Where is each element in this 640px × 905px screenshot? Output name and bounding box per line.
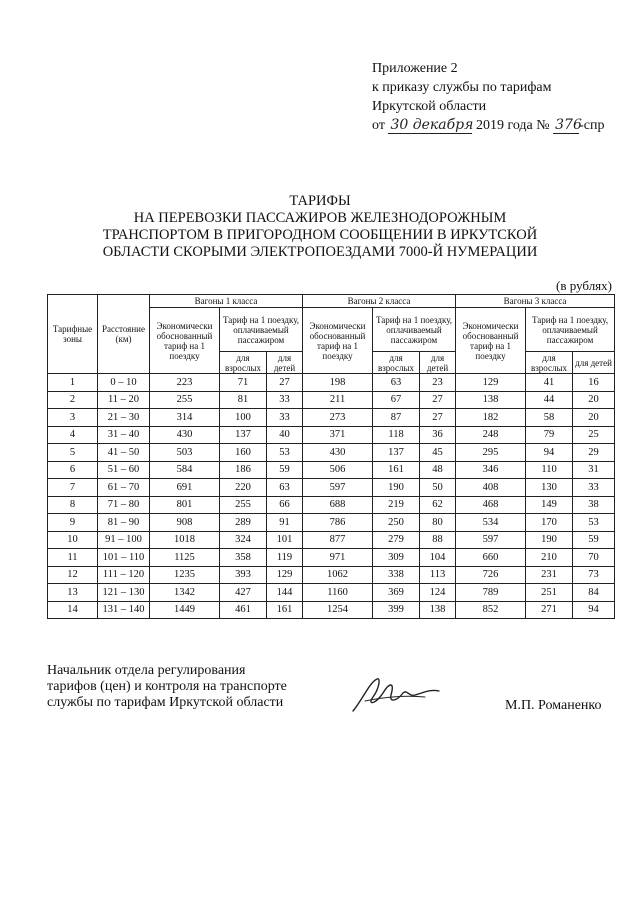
cell-value: 393 [220,566,267,584]
cell-value: 1235 [150,566,220,584]
position-line: службы по тарифам Иркутской области [47,695,284,710]
cell-distance: 71 – 80 [98,496,150,514]
table-row [48,549,615,567]
cell-zone: 11 [48,549,98,567]
cell-value: 503 [150,444,220,462]
cell-value: 29 [573,444,615,462]
cell-value: 87 [373,409,420,427]
cell-value: 789 [456,584,526,602]
cell-value: 248 [456,426,526,444]
cell-value: 94 [573,601,615,619]
header-class-1: Вагоны 1 класса [150,295,303,308]
cell-value: 20 [573,391,615,409]
currency-unit-note: (в рублях) [556,278,612,293]
position-line: Начальник отдела регулирования [47,663,246,678]
cell-value: 48 [420,461,456,479]
cell-value: 688 [303,496,373,514]
cell-value: 27 [420,409,456,427]
header-paid-tariff: Тариф на 1 поездку, оплачиваемый пассажиром [220,308,303,352]
cell-distance: 101 – 110 [98,549,150,567]
cell-zone: 10 [48,531,98,549]
cell-zone: 5 [48,444,98,462]
cell-value: 27 [420,391,456,409]
cell-value: 408 [456,479,526,497]
cell-value: 186 [220,461,267,479]
cell-value: 369 [373,584,420,602]
cell-value: 358 [220,549,267,567]
number-suffix: -спр [579,118,605,133]
cell-value: 59 [267,461,303,479]
cell-value: 41 [526,374,573,392]
cell-distance: 41 – 50 [98,444,150,462]
cell-value: 91 [267,514,303,532]
cell-value: 66 [267,496,303,514]
header-adult: для взрослых [220,352,267,374]
handwritten-date: 30 декабря [390,117,474,133]
date-prefix: от [372,118,385,133]
appendix-line: Приложение 2 [372,61,458,76]
cell-value: 534 [456,514,526,532]
signatory-name: М.П. Романенко [505,698,602,713]
cell-value: 1449 [150,601,220,619]
cell-value: 20 [573,409,615,427]
cell-value: 88 [420,531,456,549]
header-adult: для взрослых [373,352,420,374]
cell-value: 63 [267,479,303,497]
header-child: для детей [267,352,303,374]
cell-value: 190 [373,479,420,497]
cell-value: 160 [220,444,267,462]
cell-value: 27 [267,374,303,392]
appendix-header [372,59,605,135]
cell-distance: 11 – 20 [98,391,150,409]
cell-value: 271 [526,601,573,619]
table-row [48,444,615,462]
header-adult: для взрослых [526,352,573,374]
cell-zone: 6 [48,461,98,479]
cell-zone: 7 [48,479,98,497]
cell-value: 220 [220,479,267,497]
cell-value: 53 [573,514,615,532]
table-row [48,461,615,479]
cell-value: 44 [526,391,573,409]
title-line: НА ПЕРЕВОЗКИ ПАССАЖИРОВ ЖЕЛЕЗНОДОРОЖНЫМ [133,210,507,226]
cell-zone: 2 [48,391,98,409]
table-row [48,374,615,392]
cell-value: 25 [573,426,615,444]
cell-distance: 51 – 60 [98,461,150,479]
cell-value: 324 [220,531,267,549]
cell-value: 346 [456,461,526,479]
cell-value: 138 [420,601,456,619]
cell-value: 104 [420,549,456,567]
header-distance: Расстояние (км) [98,295,150,374]
cell-value: 59 [573,531,615,549]
header-child: для детей [420,352,456,374]
cell-value: 289 [220,514,267,532]
cell-value: 110 [526,461,573,479]
cell-value: 295 [456,444,526,462]
cell-value: 427 [220,584,267,602]
cell-value: 786 [303,514,373,532]
cell-value: 852 [456,601,526,619]
cell-distance: 31 – 40 [98,426,150,444]
cell-value: 45 [420,444,456,462]
cell-value: 84 [573,584,615,602]
title-line: ТРАНСПОРТОМ В ПРИГОРОДНОМ СООБЩЕНИИ В ИРКУТСКОЙ [102,227,538,243]
cell-zone: 9 [48,514,98,532]
cell-value: 1160 [303,584,373,602]
cell-value: 211 [303,391,373,409]
cell-value: 231 [526,566,573,584]
signatory-position [47,663,287,711]
cell-value: 251 [526,584,573,602]
cell-distance: 21 – 30 [98,409,150,427]
cell-value: 124 [420,584,456,602]
cell-value: 430 [303,444,373,462]
cell-distance: 0 – 10 [98,374,150,392]
cell-value: 23 [420,374,456,392]
cell-value: 129 [456,374,526,392]
handwritten-signature [345,671,445,721]
cell-value: 118 [373,426,420,444]
table-row [48,566,615,584]
cell-value: 219 [373,496,420,514]
cell-value: 182 [456,409,526,427]
cell-value: 149 [526,496,573,514]
document-title [0,193,640,261]
cell-zone: 4 [48,426,98,444]
cell-value: 62 [420,496,456,514]
cell-zone: 8 [48,496,98,514]
handwritten-number: 376 [555,117,582,133]
cell-value: 94 [526,444,573,462]
title-line: ТАРИФЫ [289,193,351,209]
cell-value: 79 [526,426,573,444]
cell-value: 1018 [150,531,220,549]
header-class-2: Вагоны 2 класса [303,295,456,308]
cell-value: 71 [220,374,267,392]
cell-value: 279 [373,531,420,549]
cell-value: 161 [373,461,420,479]
cell-value: 129 [267,566,303,584]
cell-value: 38 [573,496,615,514]
cell-value: 73 [573,566,615,584]
cell-value: 399 [373,601,420,619]
cell-value: 58 [526,409,573,427]
date-suffix: 2019 года № [475,118,550,133]
appendix-date-line [372,116,605,135]
title-line: ОБЛАСТИ СКОРЫМИ ЭЛЕКТРОПОЕЗДАМИ 7000-Й НУМЕРАЦИИ [102,244,538,260]
appendix-line: к приказу службы по тарифам [372,80,552,95]
cell-distance: 121 – 130 [98,584,150,602]
header-child: для детей [573,352,615,374]
cell-distance: 131 – 140 [98,601,150,619]
cell-value: 250 [373,514,420,532]
cell-value: 33 [267,409,303,427]
cell-value: 1342 [150,584,220,602]
cell-value: 190 [526,531,573,549]
cell-value: 597 [303,479,373,497]
cell-value: 338 [373,566,420,584]
cell-value: 130 [526,479,573,497]
cell-value: 371 [303,426,373,444]
header-econ-tariff: Экономически обоснованный тариф на 1 поездку [303,308,373,374]
cell-distance: 81 – 90 [98,514,150,532]
cell-value: 119 [267,549,303,567]
cell-zone: 13 [48,584,98,602]
header-paid-tariff: Тариф на 1 поездку, оплачиваемый пассажиром [373,308,456,352]
cell-value: 138 [456,391,526,409]
cell-distance: 91 – 100 [98,531,150,549]
table-row [48,496,615,514]
table-row [48,601,615,619]
cell-value: 255 [220,496,267,514]
cell-value: 1254 [303,601,373,619]
cell-value: 1125 [150,549,220,567]
header-econ-tariff: Экономически обоснованный тариф на 1 поездку [150,308,220,374]
cell-value: 908 [150,514,220,532]
cell-value: 309 [373,549,420,567]
tariff-table [47,294,615,619]
table-row [48,584,615,602]
cell-zone: 12 [48,566,98,584]
cell-value: 101 [267,531,303,549]
cell-value: 314 [150,409,220,427]
header-class-3: Вагоны 3 класса [456,295,615,308]
appendix-line: Иркутской области [372,99,487,114]
cell-value: 40 [267,426,303,444]
cell-value: 50 [420,479,456,497]
cell-value: 198 [303,374,373,392]
cell-value: 223 [150,374,220,392]
cell-value: 53 [267,444,303,462]
cell-value: 16 [573,374,615,392]
cell-value: 144 [267,584,303,602]
cell-value: 137 [373,444,420,462]
cell-value: 971 [303,549,373,567]
cell-value: 113 [420,566,456,584]
cell-value: 170 [526,514,573,532]
cell-zone: 14 [48,601,98,619]
table-row [48,514,615,532]
cell-value: 137 [220,426,267,444]
table-row [48,531,615,549]
cell-value: 1062 [303,566,373,584]
cell-value: 726 [456,566,526,584]
cell-value: 506 [303,461,373,479]
cell-value: 67 [373,391,420,409]
cell-distance: 111 – 120 [98,566,150,584]
cell-value: 255 [150,391,220,409]
cell-value: 70 [573,549,615,567]
cell-value: 210 [526,549,573,567]
header-paid-tariff: Тариф на 1 поездку, оплачиваемый пассажиром [526,308,615,352]
cell-value: 461 [220,601,267,619]
cell-value: 63 [373,374,420,392]
cell-value: 801 [150,496,220,514]
cell-value: 584 [150,461,220,479]
cell-value: 691 [150,479,220,497]
cell-value: 36 [420,426,456,444]
table-row [48,409,615,427]
cell-zone: 3 [48,409,98,427]
header-econ-tariff: Экономически обоснованный тариф на 1 поездку [456,308,526,374]
cell-value: 660 [456,549,526,567]
cell-value: 877 [303,531,373,549]
cell-value: 80 [420,514,456,532]
cell-value: 430 [150,426,220,444]
cell-value: 100 [220,409,267,427]
cell-value: 33 [267,391,303,409]
cell-value: 273 [303,409,373,427]
table-row [48,391,615,409]
table-row [48,426,615,444]
cell-zone: 1 [48,374,98,392]
cell-value: 161 [267,601,303,619]
position-line: тарифов (цен) и контроля на транспорте [47,679,287,694]
cell-value: 597 [456,531,526,549]
table-row [48,479,615,497]
cell-value: 81 [220,391,267,409]
header-zones: Тарифные зоны [48,295,98,374]
cell-distance: 61 – 70 [98,479,150,497]
cell-value: 31 [573,461,615,479]
cell-value: 468 [456,496,526,514]
cell-value: 33 [573,479,615,497]
